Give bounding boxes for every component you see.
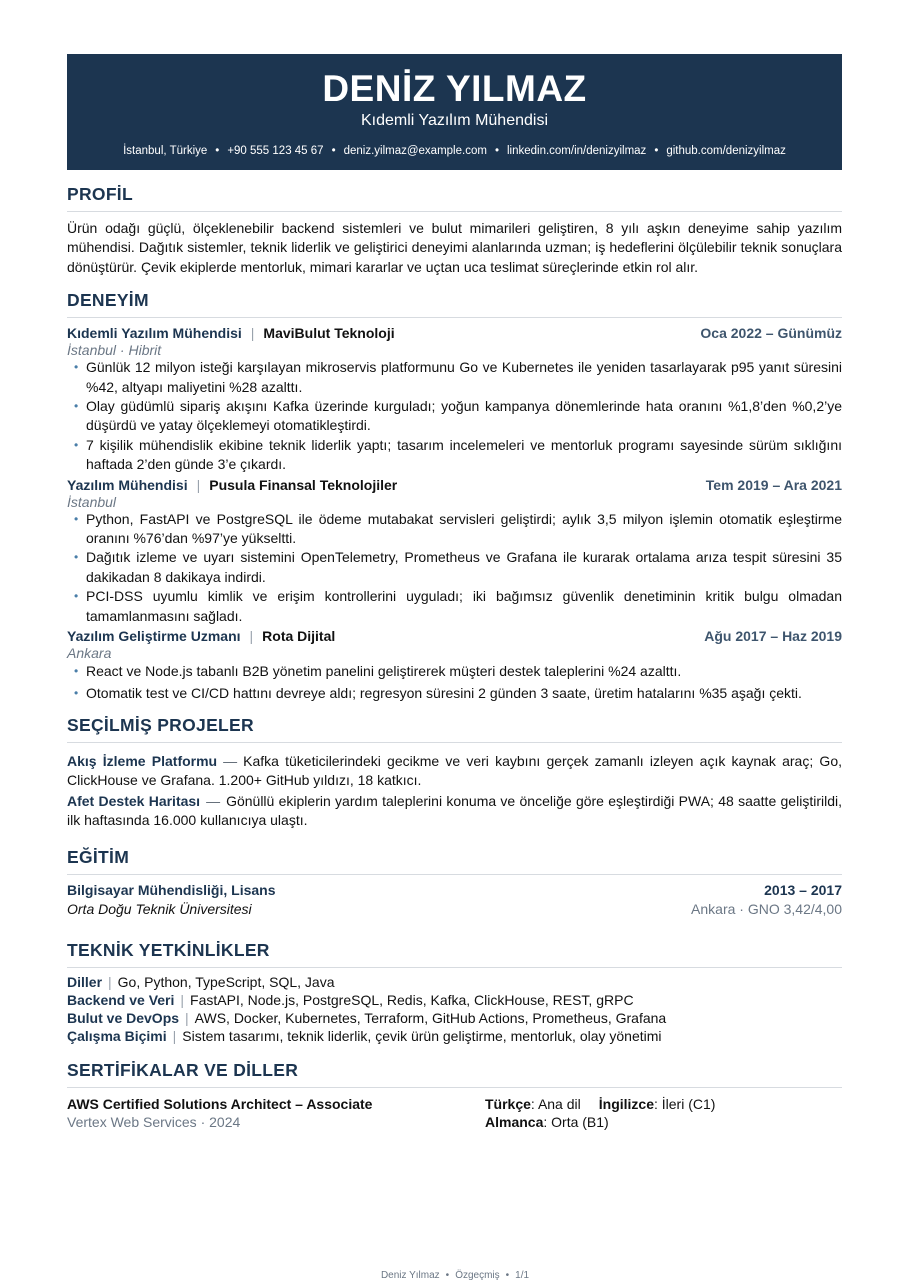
job-entry [67,476,842,626]
skill-values: Go, Python, TypeScript, SQL, Java [117,973,335,990]
separator: | [172,1028,177,1045]
bullet-icon: • [74,550,79,565]
separator: • [331,145,336,157]
language-level: Ana dil [537,1095,581,1112]
job-header [67,324,842,343]
contact-email[interactable]: deniz.yilmaz@example.com [343,145,487,157]
profile-section-title: PROFİL [67,184,842,212]
language-name: Almanca [485,1114,544,1131]
job-date: Oca 2022 – Günümüz [700,325,842,342]
education-section-title: EĞİTİM [67,847,842,875]
certs-grid [67,1095,842,1132]
skill-row [67,973,842,991]
bullet-icon: • [74,399,79,414]
skill-category: Backend ve Veri [67,991,175,1008]
languages [485,1095,715,1132]
separator: • [215,145,220,157]
bullet-icon: • [74,360,79,375]
job-entry [67,627,842,703]
bullet-icon: • [74,589,79,604]
education-degree: Bilgisayar Mühendisliği, Lisans [67,881,276,898]
contact-linkedin[interactable]: linkedin.com/in/denizyilmaz [506,145,647,157]
education-row [67,881,842,900]
education-years: 2013 – 2017 [764,881,842,898]
project-dash: — [223,752,238,769]
list-item [67,510,842,549]
list-item [67,548,842,587]
separator: • [505,1270,510,1281]
job-title: Kıdemli Yazılım Mühendisi [67,325,242,342]
certificate [67,1095,485,1132]
experience-section-title: DENEYİM [67,290,842,318]
certificate-meta: Vertex Web Services · 2024 [67,1114,241,1131]
projects-section-title: SEÇİLMİŞ PROJELER [67,715,842,743]
job-title: Yazılım Geliştirme Uzmanı [67,628,241,645]
language-row: Almanca: Orta (B1) [485,1114,609,1131]
skills-section-title: TEKNİK YETKİNLİKLER [67,940,842,968]
job-company: MaviBulut Teknoloji [263,325,395,342]
contact-location: İstanbul, Türkiye [123,145,208,157]
project-name: Afet Destek Haritası [67,792,201,809]
skill-row [67,991,842,1009]
job-header [67,476,842,495]
separator: • [494,145,499,157]
separator: | [249,628,254,645]
skill-values: Sistem tasarımı, teknik liderlik, çevik ürün geliştirme, mentorluk, olay yönetimi [182,1028,662,1045]
job-entry [67,324,842,474]
skill-values: FastAPI, Node.js, PostgreSQL, Redis, Kafka, ClickHouse, REST, gRPC [190,991,634,1008]
candidate-name: DENİZ YILMAZ [322,68,587,109]
language-name: İngilizce [598,1095,654,1112]
project-description: Gönüllü ekiplerin yardım taleplerini konuma ve önceliğe göre eşleştirdiği PWA; 48 saatte geliştirildi, ilk haftasında 16.000 kullanıcıya ulaştı. [67,792,842,829]
job-location: Ankara [67,645,112,662]
separator: | [196,476,201,493]
bullet-text: PCI-DSS uyumlu kimlik ve erişim kontrollerini uyguladı; iki bağımsız güvenlik denetiminin kritik bulgu olmadan tamamlanmasını sağladı. [86,588,842,624]
separator: | [250,325,255,342]
bullet-text: Olay güdümlü sipariş akışını Kafka üzerinde kurguladı; yoğun kampanya dönemlerinde hata oranını %1,8’den %0,2’ye düşürdü ve yatay ölçeklemeyi otomatikleştirdi. [86,398,842,434]
job-location: İstanbul [67,493,117,510]
skill-category: Diller [67,973,103,990]
list-item [67,662,842,681]
resume-header [67,54,842,170]
skill-category: Bulut ve DevOps [67,1010,180,1027]
resume-body [67,180,842,1132]
certs-section-title: SERTİFİKALAR VE DİLLER [67,1060,842,1088]
skill-values: AWS, Docker, Kubernetes, Terraform, GitHub Actions, Prometheus, Grafana [194,1010,667,1027]
separator: | [108,973,112,990]
bullet-text: 7 kişilik mühendislik ekibine teknik liderlik yaptı; tasarım incelemeleri ve mentorluk programı sayesinde sürüm sıklığını haftada 2’den günde 3’e çıkardı. [86,436,842,473]
profile-text: Ürün odağı güçlü, ölçeklenebilir backend sistemleri ve bulut mimarileri geliştiren, 8 yılı aşkın deneyime sahip yazılım mühendisi. Dağıtık sistemler, teknik liderlik ve geliştirici deneyimi alanlarında uzman; iş hedeflerini ölçülebilir teknik sonuçlara dönüştürür. Çevik ekiplerde mentorluk, mimari kararlar ve uçtan uca teslimat süreçlerinde etkin rol alır. [67,220,842,275]
separator: | [180,991,185,1008]
bullet-icon: • [74,437,79,452]
skill-row [67,1027,842,1045]
page-footer [0,1270,910,1282]
contact-line [67,144,842,158]
skill-category: Çalışma Biçimi [67,1028,167,1045]
education-school: Orta Doğu Teknik Üniversitesi [67,900,252,917]
bullet-icon: • [74,511,79,526]
language-level: Orta (B1) [551,1114,609,1131]
footer-name: Deniz Yılmaz [380,1270,440,1281]
project-item [67,752,842,791]
list-item [67,436,842,475]
separator: | [185,1010,189,1027]
job-bullets [67,358,842,474]
education-row [67,900,842,919]
language-row: Türkçe: Ana dil İngilizce: İleri (C1) [485,1095,716,1112]
bullet-text: React ve Node.js tabanlı B2B yönetim panelini geliştirerek müşteri destek taleplerini %24 azalttı. [86,663,682,680]
job-header [67,627,842,646]
list-item [67,358,842,397]
job-date: Ağu 2017 – Haz 2019 [704,628,842,645]
job-company: Pusula Finansal Teknolojiler [209,476,398,493]
candidate-role: Kıdemli Yazılım Mühendisi [360,112,549,129]
language-name: Türkçe [485,1095,531,1112]
job-bullets [67,510,842,626]
contact-github[interactable]: github.com/denizyilmaz [666,145,786,157]
separator: • [445,1270,450,1281]
certificate-name: AWS Certified Solutions Architect – Associate [67,1095,373,1112]
separator: • [654,145,659,157]
list-item [67,684,842,703]
footer-doc: Özgeçmiş [455,1270,500,1281]
job-company: Rota Dijital [262,628,336,645]
bullet-icon: • [74,664,79,679]
job-title: Yazılım Mühendisi [67,476,188,493]
project-description: Kafka tüketicilerindeki gecikme ve veri kaybını gerçek zamanlı izleyen açık kaynak araç; Go, ClickHouse ve Grafana. 1.200+ GitHub yıldızı, 18 katkıcı. [67,752,842,789]
bullet-text: Dağıtık izleme ve uyarı sistemini OpenTelemetry, Prometheus ve Grafana ile kurarak ortalama arıza tespit süresini 35 dakikadan 8 dakikaya indirdi. [86,549,842,585]
skills-list [67,973,842,1046]
footer-page-number: 1/1 [515,1270,530,1281]
job-bullets [67,662,842,703]
job-location: İstanbul · Hibrit [67,342,162,359]
job-date: Tem 2019 – Ara 2021 [705,476,842,493]
project-dash: — [206,792,221,809]
project-name: Akış İzleme Platformu [67,752,218,769]
bullet-text: Python, FastAPI ve PostgreSQL ile ödeme mutabakat servisleri geliştirdi; aylık 3,5 milyon işlemin otomatik eşleştirme oranını %76’dan %97’ye yükseltti. [86,510,842,547]
contact-phone[interactable]: +90 555 123 45 67 [227,145,324,157]
list-item [67,397,842,436]
bullet-text: Otomatik test ve CI/CD hattını devreye aldı; regresyon süresini 2 günden 3 saate, üretim hatalarını %35 aşağı çekti. [86,684,802,701]
bullet-icon: • [74,685,79,700]
skill-row [67,1009,842,1027]
list-item [67,587,842,626]
bullet-text: Günlük 12 milyon isteği karşılayan mikroservis platformunu Go ve Kubernetes ile yeniden tasarlayarak p95 yanıt süresini %42, altyapı maliyetini %28 azalttı. [86,359,842,395]
project-item [67,792,842,831]
language-level: İleri (C1) [661,1095,716,1112]
education-meta: Ankara · GNO 3,42/4,00 [691,900,842,917]
